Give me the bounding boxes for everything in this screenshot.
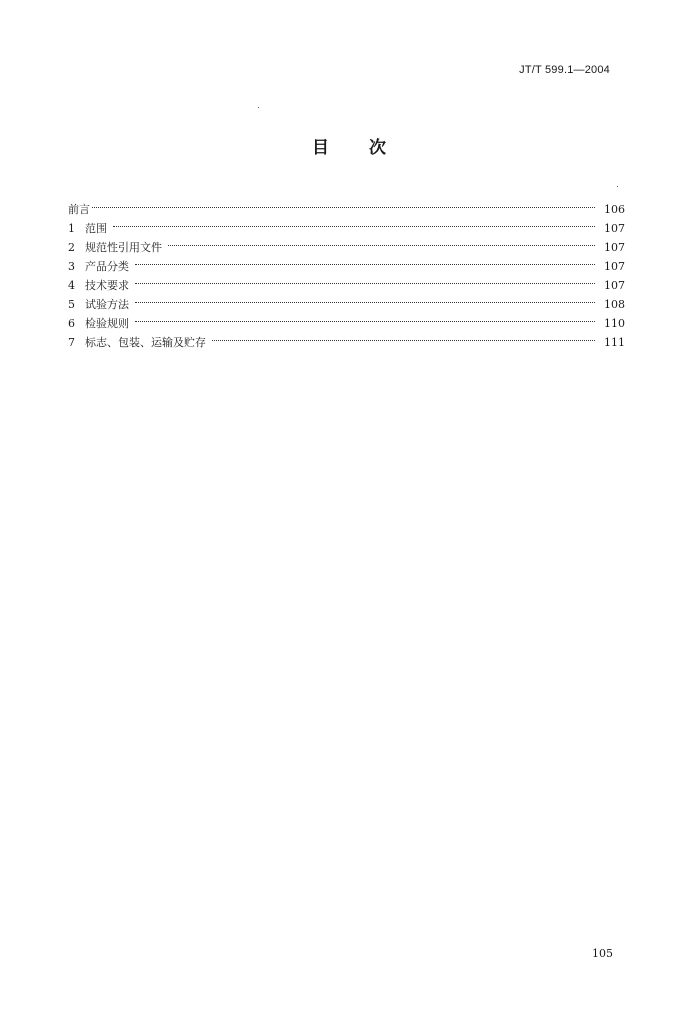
toc-entry-number: 3 xyxy=(68,260,75,273)
toc-leader-dots xyxy=(135,251,595,270)
toc-leader-dots xyxy=(92,194,595,213)
toc-entry-scope[interactable] xyxy=(68,213,625,235)
toc-entry-test-methods[interactable] xyxy=(68,289,625,311)
toc-leader-dots xyxy=(135,270,595,289)
toc-entry-page: 106 xyxy=(604,203,625,216)
toc-leader-dots xyxy=(212,327,595,346)
toc-entry-requirements[interactable] xyxy=(68,270,625,292)
toc-entry-title: 范围 xyxy=(85,222,107,235)
scan-speck xyxy=(617,186,618,187)
toc-entry-page: 111 xyxy=(604,336,625,349)
toc-entry-title: 产品分类 xyxy=(85,260,129,273)
toc-leader-dots xyxy=(135,308,595,327)
toc-leader-dots xyxy=(113,213,595,232)
toc-entry-normative-references[interactable] xyxy=(68,232,625,254)
toc-entry-page: 110 xyxy=(604,317,625,330)
toc-list xyxy=(68,194,625,349)
toc-entry-page: 107 xyxy=(604,260,625,273)
toc-entry-title: 规范性引用文件 xyxy=(85,241,162,254)
page-number: 105 xyxy=(592,947,613,960)
toc-entry-number: 7 xyxy=(68,336,75,349)
toc-entry-title: 前言 xyxy=(68,203,90,216)
toc-entry-title: 检验规则 xyxy=(85,317,129,330)
toc-leader-dots xyxy=(168,232,595,251)
toc-entry-foreword[interactable] xyxy=(68,194,625,216)
toc-entry-number: 5 xyxy=(68,298,75,311)
toc-entry-number: 6 xyxy=(68,317,75,330)
scan-speck xyxy=(258,107,259,108)
toc-entry-page: 107 xyxy=(604,279,625,292)
toc-leader-dots xyxy=(135,289,595,308)
toc-entry-classification[interactable] xyxy=(68,251,625,273)
toc-entry-page: 107 xyxy=(604,241,625,254)
toc-entry-page: 108 xyxy=(604,298,625,311)
toc-title-part2: 次 xyxy=(369,138,386,158)
toc-entry-marking-packaging[interactable] xyxy=(68,327,625,349)
toc-entry-page: 107 xyxy=(604,222,625,235)
toc-entry-inspection-rules[interactable] xyxy=(68,308,625,330)
toc-entry-number: 4 xyxy=(68,279,75,292)
toc-entry-title: 试验方法 xyxy=(85,298,129,311)
toc-entry-title: 技术要求 xyxy=(85,279,129,292)
toc-entry-number: 1 xyxy=(68,222,75,235)
toc-entry-number: 2 xyxy=(68,241,75,254)
toc-title-part1: 目 xyxy=(312,138,329,158)
toc-title xyxy=(0,133,698,158)
standard-code: JT/T 599.1—2004 xyxy=(519,64,610,76)
toc-entry-title: 标志、包装、运输及贮存 xyxy=(85,336,206,349)
